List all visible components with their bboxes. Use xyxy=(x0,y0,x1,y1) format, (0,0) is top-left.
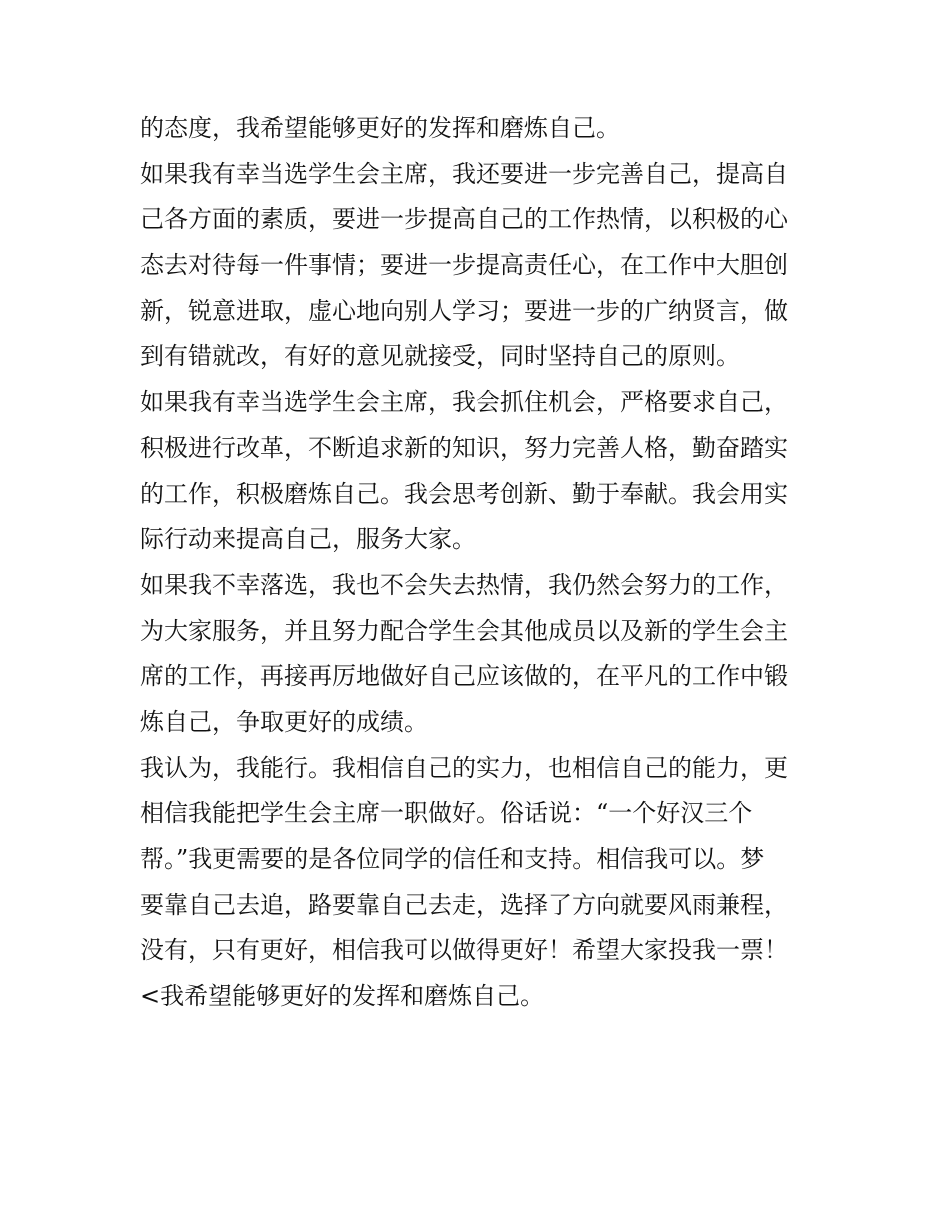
text-line: 相信我能把学生会主席一职做好。俗话说：“一个好汉三个 xyxy=(140,799,753,828)
text-line: 际行动来提高自己，服务大家。 xyxy=(140,525,476,554)
text-line: 如果我不幸落选，我也不会失去热情，我仍然会努力的工作， xyxy=(140,570,788,599)
text-line: 的工作，积极磨炼自己。我会思考创新、勤于奉献。我会用实 xyxy=(140,479,788,508)
text-line: 到有错就改，有好的意见就接受，同时坚持自己的原则。 xyxy=(140,342,740,371)
text-line: 没有，只有更好，相信我可以做得更好！希望大家投我一票！ xyxy=(140,936,788,965)
text-line: 帮。”我更需要的是各位同学的信任和支持。相信我可以。梦 xyxy=(140,845,765,873)
text-line: 我认为，我能行。我相信自己的实力，也相信自己的能力，更 xyxy=(140,753,788,782)
text-line: 己各方面的素质，要进一步提高自己的工作热情，以积极的心 xyxy=(140,205,788,234)
text-line: 态去对待每一件事情；要进一步提高责任心，在工作中大胆创 xyxy=(140,251,788,280)
text-line: 席的工作，再接再厉地做好自己应该做的，在平凡的工作中锻 xyxy=(140,662,788,691)
text-line: 如果我有幸当选学生会主席，我还要进一步完善自己，提高自 xyxy=(140,159,788,188)
text-line: 如果我有幸当选学生会主席，我会抓住机会，严格要求自己， xyxy=(140,388,788,417)
text-line: 的态度，我希望能够更好的发挥和磨炼自己。 xyxy=(140,114,620,142)
text-line: 炼自己，争取更好的成绩。 xyxy=(140,707,428,736)
document-body xyxy=(140,106,820,1020)
text-line: 新，锐意进取，虚心地向别人学习；要进一步的广纳贤言，做 xyxy=(140,296,788,325)
text-line: <我希望能够更好的发挥和磨炼自己。 xyxy=(140,982,545,1011)
text-line: 要靠自己去追，路要靠自己去走，选择了方向就要风雨兼程， xyxy=(140,890,788,919)
text-line: 积极进行改革，不断追求新的知识，努力完善人格，勤奋踏实 xyxy=(140,433,788,462)
text-line: 为大家服务，并且努力配合学生会其他成员以及新的学生会主 xyxy=(140,616,788,645)
